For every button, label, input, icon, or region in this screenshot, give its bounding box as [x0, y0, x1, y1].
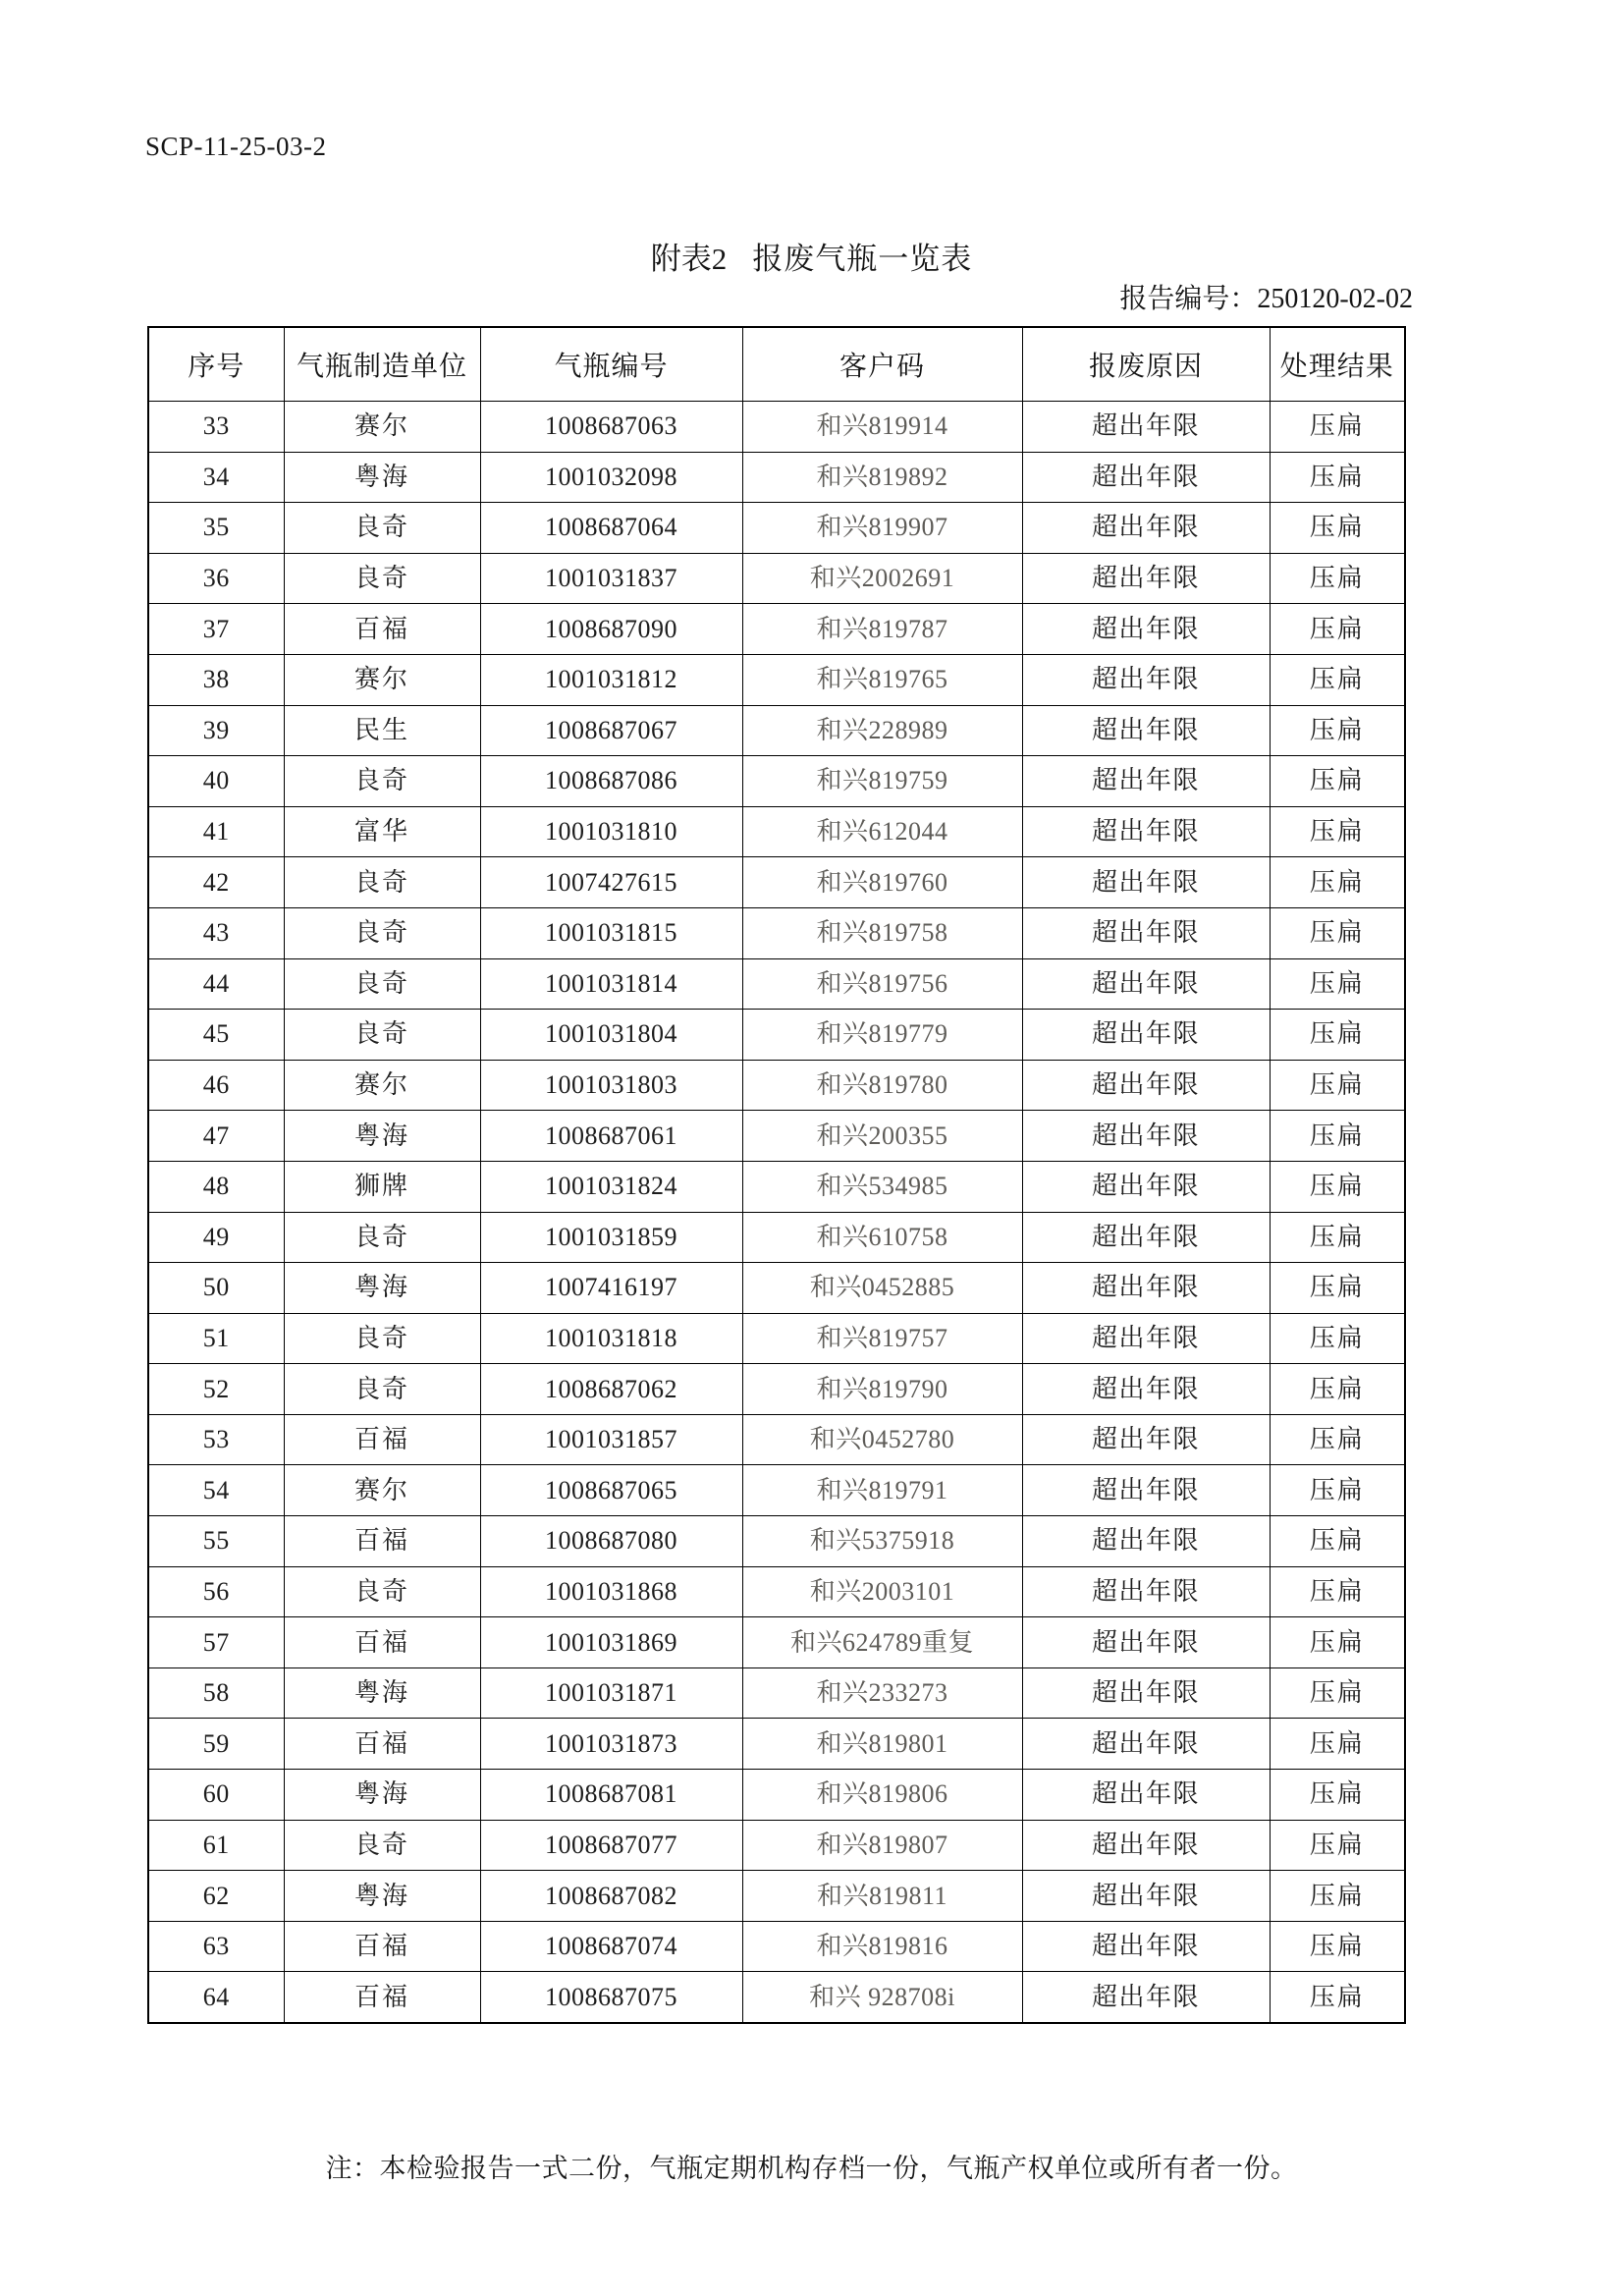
table-row — [148, 1972, 1405, 2023]
cell-customer-code: 和兴200355 — [742, 1111, 1022, 1162]
cell-disposal-result: 压扁 — [1270, 1516, 1405, 1567]
cell-disposal-result: 压扁 — [1270, 1161, 1405, 1212]
cell-scrap-reason: 超出年限 — [1022, 1617, 1270, 1668]
cell-scrap-reason: 超出年限 — [1022, 1010, 1270, 1061]
cell-scrap-reason: 超出年限 — [1022, 1111, 1270, 1162]
cell-manufacturer: 百福 — [284, 1972, 480, 2023]
cell-sequence: 64 — [148, 1972, 284, 2023]
cell-customer-code: 和兴819779 — [742, 1010, 1022, 1061]
cell-cylinder-number: 1008687062 — [480, 1364, 742, 1415]
table-row — [148, 1414, 1405, 1465]
table-row — [148, 1719, 1405, 1770]
cell-sequence: 35 — [148, 503, 284, 554]
cell-disposal-result: 压扁 — [1270, 705, 1405, 756]
cell-cylinder-number: 1001031873 — [480, 1719, 742, 1770]
report-number — [1119, 277, 1413, 316]
table-row — [148, 503, 1405, 554]
report-number-value: 250120-02-02 — [1257, 284, 1413, 314]
cell-disposal-result: 压扁 — [1270, 756, 1405, 807]
cell-disposal-result: 压扁 — [1270, 402, 1405, 453]
cell-manufacturer: 粤海 — [284, 452, 480, 503]
table-row — [148, 1364, 1405, 1415]
cell-sequence: 45 — [148, 1010, 284, 1061]
scrapped-cylinder-table-wrapper — [147, 326, 1404, 2024]
cell-sequence: 46 — [148, 1060, 284, 1111]
cell-cylinder-number: 1001031814 — [480, 958, 742, 1010]
cell-scrap-reason: 超出年限 — [1022, 857, 1270, 908]
cell-sequence: 53 — [148, 1414, 284, 1465]
cell-scrap-reason: 超出年限 — [1022, 806, 1270, 857]
table-header-row — [148, 327, 1405, 402]
cell-sequence: 39 — [148, 705, 284, 756]
cell-customer-code: 和兴610758 — [742, 1212, 1022, 1263]
cell-sequence: 48 — [148, 1161, 284, 1212]
table-row — [148, 1667, 1405, 1719]
cell-cylinder-number: 1008687082 — [480, 1871, 742, 1922]
cell-scrap-reason: 超出年限 — [1022, 1566, 1270, 1617]
cell-customer-code: 和兴819756 — [742, 958, 1022, 1010]
cell-manufacturer: 良奇 — [284, 1820, 480, 1871]
cell-cylinder-number: 1001031868 — [480, 1566, 742, 1617]
cell-cylinder-number: 1001031859 — [480, 1212, 742, 1263]
cell-disposal-result: 压扁 — [1270, 1364, 1405, 1415]
cell-cylinder-number: 1001031869 — [480, 1617, 742, 1668]
cell-customer-code: 和兴2002691 — [742, 553, 1022, 604]
cell-disposal-result: 压扁 — [1270, 907, 1405, 958]
table-row — [148, 1617, 1405, 1668]
cell-scrap-reason: 超出年限 — [1022, 1972, 1270, 2023]
cell-customer-code: 和兴819787 — [742, 604, 1022, 655]
cell-scrap-reason: 超出年限 — [1022, 1060, 1270, 1111]
cell-cylinder-number: 1008687080 — [480, 1516, 742, 1567]
table-row — [148, 654, 1405, 705]
table-body — [148, 402, 1405, 2024]
cell-sequence: 58 — [148, 1667, 284, 1719]
cell-customer-code: 和兴819760 — [742, 857, 1022, 908]
cell-sequence: 41 — [148, 806, 284, 857]
table-row — [148, 1871, 1405, 1922]
table-row — [148, 1161, 1405, 1212]
cell-scrap-reason: 超出年限 — [1022, 1212, 1270, 1263]
cell-cylinder-number: 1001031804 — [480, 1010, 742, 1061]
cell-disposal-result: 压扁 — [1270, 1719, 1405, 1770]
cell-sequence: 37 — [148, 604, 284, 655]
document-code: SCP-11-25-03-2 — [145, 132, 327, 161]
cell-scrap-reason: 超出年限 — [1022, 907, 1270, 958]
cell-customer-code: 和兴2003101 — [742, 1566, 1022, 1617]
cell-scrap-reason: 超出年限 — [1022, 958, 1270, 1010]
cell-scrap-reason: 超出年限 — [1022, 1465, 1270, 1516]
column-header-manufacturer: 气瓶制造单位 — [284, 327, 480, 402]
cell-scrap-reason: 超出年限 — [1022, 1871, 1270, 1922]
cell-sequence: 34 — [148, 452, 284, 503]
cell-scrap-reason: 超出年限 — [1022, 756, 1270, 807]
page-title-prefix: 附表2 — [650, 242, 728, 276]
cell-manufacturer: 良奇 — [284, 857, 480, 908]
cell-disposal-result: 压扁 — [1270, 553, 1405, 604]
cell-cylinder-number: 1008687077 — [480, 1820, 742, 1871]
table-row — [148, 1566, 1405, 1617]
cell-manufacturer: 粤海 — [284, 1263, 480, 1314]
cell-customer-code: 和兴819892 — [742, 452, 1022, 503]
cell-customer-code: 和兴5375918 — [742, 1516, 1022, 1567]
cell-customer-code: 和兴819801 — [742, 1719, 1022, 1770]
cell-sequence: 42 — [148, 857, 284, 908]
cell-customer-code: 和兴819811 — [742, 1871, 1022, 1922]
cell-sequence: 62 — [148, 1871, 284, 1922]
cell-disposal-result: 压扁 — [1270, 1820, 1405, 1871]
cell-customer-code: 和兴228989 — [742, 705, 1022, 756]
cell-sequence: 56 — [148, 1566, 284, 1617]
cell-customer-code: 和兴819807 — [742, 1820, 1022, 1871]
table-row — [148, 1263, 1405, 1314]
cell-disposal-result: 压扁 — [1270, 1566, 1405, 1617]
cell-cylinder-number: 1001031810 — [480, 806, 742, 857]
cell-manufacturer: 粤海 — [284, 1871, 480, 1922]
page-title — [0, 234, 1623, 278]
cell-manufacturer: 良奇 — [284, 1364, 480, 1415]
cell-cylinder-number: 1008687081 — [480, 1770, 742, 1821]
cell-manufacturer: 百福 — [284, 1617, 480, 1668]
cell-sequence: 44 — [148, 958, 284, 1010]
cell-customer-code: 和兴819914 — [742, 402, 1022, 453]
cell-customer-code: 和兴534985 — [742, 1161, 1022, 1212]
cell-cylinder-number: 1001031857 — [480, 1414, 742, 1465]
cell-customer-code: 和兴819806 — [742, 1770, 1022, 1821]
cell-cylinder-number: 1001032098 — [480, 452, 742, 503]
cell-cylinder-number: 1008687061 — [480, 1111, 742, 1162]
table-row — [148, 1921, 1405, 1972]
cell-disposal-result: 压扁 — [1270, 1010, 1405, 1061]
cell-scrap-reason: 超出年限 — [1022, 1921, 1270, 1972]
cell-sequence: 59 — [148, 1719, 284, 1770]
cell-disposal-result: 压扁 — [1270, 1060, 1405, 1111]
column-header-customer-code: 客户码 — [742, 327, 1022, 402]
cell-cylinder-number: 1007427615 — [480, 857, 742, 908]
cell-customer-code: 和兴233273 — [742, 1667, 1022, 1719]
report-number-label: 报告编号： — [1119, 284, 1258, 314]
scrapped-cylinder-table — [147, 326, 1406, 2024]
cell-customer-code: 和兴0452780 — [742, 1414, 1022, 1465]
cell-customer-code: 和兴819791 — [742, 1465, 1022, 1516]
cell-manufacturer: 百福 — [284, 1921, 480, 1972]
table-row — [148, 958, 1405, 1010]
cell-sequence: 33 — [148, 402, 284, 453]
cell-scrap-reason: 超出年限 — [1022, 705, 1270, 756]
cell-cylinder-number: 1008687086 — [480, 756, 742, 807]
cell-scrap-reason: 超出年限 — [1022, 1667, 1270, 1719]
cell-sequence: 60 — [148, 1770, 284, 1821]
cell-scrap-reason: 超出年限 — [1022, 1414, 1270, 1465]
cell-manufacturer: 百福 — [284, 1414, 480, 1465]
cell-scrap-reason: 超出年限 — [1022, 452, 1270, 503]
cell-disposal-result: 压扁 — [1270, 654, 1405, 705]
cell-cylinder-number: 1008687064 — [480, 503, 742, 554]
page-title-text: 报废气瓶一览表 — [752, 242, 973, 276]
cell-sequence: 63 — [148, 1921, 284, 1972]
cell-manufacturer: 良奇 — [284, 1566, 480, 1617]
cell-cylinder-number: 1008687063 — [480, 402, 742, 453]
cell-manufacturer: 百福 — [284, 1719, 480, 1770]
table-row — [148, 553, 1405, 604]
table-row — [148, 907, 1405, 958]
cell-cylinder-number: 1001031803 — [480, 1060, 742, 1111]
cell-manufacturer: 良奇 — [284, 958, 480, 1010]
cell-customer-code: 和兴819759 — [742, 756, 1022, 807]
table-row — [148, 1516, 1405, 1567]
cell-manufacturer: 民生 — [284, 705, 480, 756]
column-header-cylinder-number: 气瓶编号 — [480, 327, 742, 402]
cell-scrap-reason: 超出年限 — [1022, 1161, 1270, 1212]
cell-disposal-result: 压扁 — [1270, 1465, 1405, 1516]
cell-disposal-result: 压扁 — [1270, 1212, 1405, 1263]
cell-customer-code: 和兴819907 — [742, 503, 1022, 554]
cell-sequence: 51 — [148, 1313, 284, 1364]
cell-customer-code: 和兴819816 — [742, 1921, 1022, 1972]
table-row — [148, 1465, 1405, 1516]
cell-disposal-result: 压扁 — [1270, 857, 1405, 908]
cell-cylinder-number: 1001031812 — [480, 654, 742, 705]
cell-cylinder-number: 1008687074 — [480, 1921, 742, 1972]
cell-scrap-reason: 超出年限 — [1022, 604, 1270, 655]
table-row — [148, 857, 1405, 908]
cell-sequence: 47 — [148, 1111, 284, 1162]
cell-cylinder-number: 1008687090 — [480, 604, 742, 655]
cell-disposal-result: 压扁 — [1270, 1871, 1405, 1922]
cell-disposal-result: 压扁 — [1270, 1770, 1405, 1821]
cell-scrap-reason: 超出年限 — [1022, 1516, 1270, 1567]
cell-scrap-reason: 超出年限 — [1022, 654, 1270, 705]
cell-disposal-result: 压扁 — [1270, 1667, 1405, 1719]
table-row — [148, 1060, 1405, 1111]
cell-disposal-result: 压扁 — [1270, 452, 1405, 503]
cell-disposal-result: 压扁 — [1270, 503, 1405, 554]
table-row — [148, 452, 1405, 503]
cell-disposal-result: 压扁 — [1270, 958, 1405, 1010]
cell-scrap-reason: 超出年限 — [1022, 1719, 1270, 1770]
cell-disposal-result: 压扁 — [1270, 1313, 1405, 1364]
cell-customer-code: 和兴819790 — [742, 1364, 1022, 1415]
cell-manufacturer: 良奇 — [284, 553, 480, 604]
cell-cylinder-number: 1001031837 — [480, 553, 742, 604]
cell-sequence: 40 — [148, 756, 284, 807]
cell-disposal-result: 压扁 — [1270, 1111, 1405, 1162]
cell-sequence: 49 — [148, 1212, 284, 1263]
cell-cylinder-number: 1001031815 — [480, 907, 742, 958]
cell-disposal-result: 压扁 — [1270, 1972, 1405, 2023]
cell-manufacturer: 良奇 — [284, 503, 480, 554]
cell-manufacturer: 赛尔 — [284, 1060, 480, 1111]
footer-note: 注：本检验报告一式二份，气瓶定期机构存档一份，气瓶产权单位或所有者一份。 — [325, 2154, 1298, 2183]
table-header — [148, 327, 1405, 402]
column-header-disposal-result: 处理结果 — [1270, 327, 1405, 402]
cell-scrap-reason: 超出年限 — [1022, 503, 1270, 554]
table-row — [148, 1010, 1405, 1061]
table-row — [148, 705, 1405, 756]
cell-disposal-result: 压扁 — [1270, 604, 1405, 655]
table-row — [148, 1111, 1405, 1162]
cell-customer-code: 和兴 928708i — [742, 1972, 1022, 2023]
cell-disposal-result: 压扁 — [1270, 806, 1405, 857]
cell-customer-code: 和兴612044 — [742, 806, 1022, 857]
cell-manufacturer: 百福 — [284, 604, 480, 655]
cell-disposal-result: 压扁 — [1270, 1414, 1405, 1465]
cell-manufacturer: 粤海 — [284, 1667, 480, 1719]
table-row — [148, 1770, 1405, 1821]
cell-customer-code: 和兴819757 — [742, 1313, 1022, 1364]
cell-cylinder-number: 1008687075 — [480, 1972, 742, 2023]
cell-cylinder-number: 1008687065 — [480, 1465, 742, 1516]
cell-cylinder-number: 1001031871 — [480, 1667, 742, 1719]
cell-manufacturer: 赛尔 — [284, 654, 480, 705]
column-header-sequence: 序号 — [148, 327, 284, 402]
cell-manufacturer: 良奇 — [284, 756, 480, 807]
cell-scrap-reason: 超出年限 — [1022, 1820, 1270, 1871]
cell-sequence: 43 — [148, 907, 284, 958]
cell-sequence: 36 — [148, 553, 284, 604]
cell-disposal-result: 压扁 — [1270, 1617, 1405, 1668]
cell-customer-code: 和兴0452885 — [742, 1263, 1022, 1314]
table-row — [148, 1212, 1405, 1263]
cell-manufacturer: 赛尔 — [284, 1465, 480, 1516]
cell-cylinder-number: 1001031824 — [480, 1161, 742, 1212]
cell-manufacturer: 富华 — [284, 806, 480, 857]
cell-manufacturer: 良奇 — [284, 1212, 480, 1263]
table-row — [148, 756, 1405, 807]
table-row — [148, 1820, 1405, 1871]
cell-manufacturer: 良奇 — [284, 907, 480, 958]
table-row — [148, 1313, 1405, 1364]
cell-sequence: 61 — [148, 1820, 284, 1871]
cell-disposal-result: 压扁 — [1270, 1263, 1405, 1314]
cell-cylinder-number: 1007416197 — [480, 1263, 742, 1314]
cell-manufacturer: 粤海 — [284, 1111, 480, 1162]
table-row — [148, 402, 1405, 453]
cell-manufacturer: 粤海 — [284, 1770, 480, 1821]
cell-customer-code: 和兴819780 — [742, 1060, 1022, 1111]
cell-manufacturer: 良奇 — [284, 1313, 480, 1364]
cell-sequence: 52 — [148, 1364, 284, 1415]
cell-manufacturer: 良奇 — [284, 1010, 480, 1061]
cell-scrap-reason: 超出年限 — [1022, 402, 1270, 453]
cell-customer-code: 和兴819765 — [742, 654, 1022, 705]
cell-sequence: 55 — [148, 1516, 284, 1567]
cell-disposal-result: 压扁 — [1270, 1921, 1405, 1972]
cell-customer-code: 和兴624789重复 — [742, 1617, 1022, 1668]
column-header-scrap-reason: 报废原因 — [1022, 327, 1270, 402]
cell-customer-code: 和兴819758 — [742, 907, 1022, 958]
table-row — [148, 604, 1405, 655]
cell-sequence: 54 — [148, 1465, 284, 1516]
cell-manufacturer: 赛尔 — [284, 402, 480, 453]
cell-sequence: 57 — [148, 1617, 284, 1668]
cell-cylinder-number: 1008687067 — [480, 705, 742, 756]
cell-manufacturer: 百福 — [284, 1516, 480, 1567]
cell-scrap-reason: 超出年限 — [1022, 1770, 1270, 1821]
cell-sequence: 38 — [148, 654, 284, 705]
cell-manufacturer: 狮牌 — [284, 1161, 480, 1212]
cell-cylinder-number: 1001031818 — [480, 1313, 742, 1364]
table-row — [148, 806, 1405, 857]
cell-scrap-reason: 超出年限 — [1022, 1313, 1270, 1364]
cell-sequence: 50 — [148, 1263, 284, 1314]
cell-scrap-reason: 超出年限 — [1022, 1263, 1270, 1314]
cell-scrap-reason: 超出年限 — [1022, 1364, 1270, 1415]
cell-scrap-reason: 超出年限 — [1022, 553, 1270, 604]
